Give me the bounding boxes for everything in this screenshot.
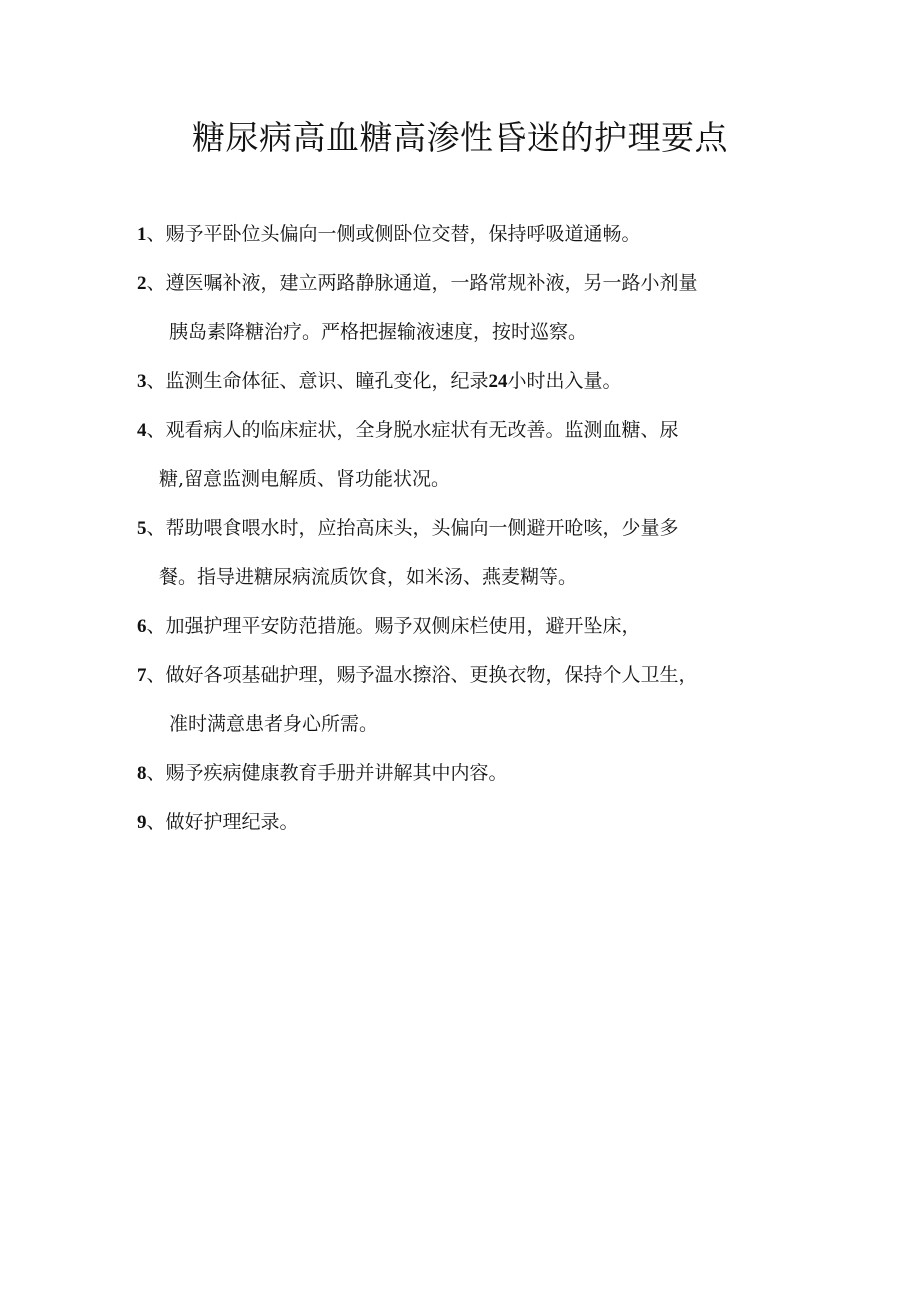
item-separator: 、: [146, 615, 166, 637]
document-title: 糖尿病高血糖高渗性昏迷的护理要点: [192, 118, 728, 157]
item-text: 赐予疾病健康教育手册并讲解其中内容。: [165, 762, 508, 784]
item-text: 遵医嘱补液，建立两路静脉通道，一路常规补液，另一路小剂量: [165, 272, 698, 294]
item-text-continued: 糖,留意监测电解质、肾功能状况。: [159, 468, 451, 490]
list-item-5: [137, 504, 797, 602]
item-separator: 、: [146, 419, 166, 441]
item-number: 8: [137, 763, 147, 784]
item-number: 9: [137, 812, 147, 833]
list-item-9: [137, 798, 797, 847]
item-text-number: 24: [488, 371, 508, 392]
item-text: 帮助喂食喂水时，应抬高床头，头偏向一侧避开呛咳，少量多: [165, 517, 679, 539]
item-separator: 、: [146, 223, 166, 245]
item-text: 加强护理平安防范措施。赐予双侧床栏使用，避开坠床，: [165, 615, 641, 637]
item-number: 7: [137, 665, 147, 686]
list-item-4: [137, 406, 797, 504]
item-text: 观看病人的临床症状，全身脱水症状有无改善。监测血糖、尿: [165, 419, 679, 441]
item-text-continued: 胰岛素降糖治疗。严格把握输液速度，按时巡察。: [169, 321, 588, 343]
item-text: 做好各项基础护理，赐予温水擦浴、更换衣物，保持个人卫生，: [165, 664, 698, 686]
item-number: 4: [137, 420, 147, 441]
list-item-8: [137, 749, 797, 798]
item-text: 小时出入量。: [507, 370, 622, 392]
item-number: 1: [137, 224, 147, 245]
item-separator: 、: [146, 517, 166, 539]
item-separator: 、: [146, 811, 166, 833]
list-item-6: [137, 602, 797, 651]
list-item-7: [137, 651, 797, 749]
item-text: 赐予平卧位头偏向一侧或侧卧位交替，保持呼吸道通畅。: [165, 223, 641, 245]
item-text: 做好护理纪录。: [165, 811, 299, 833]
item-number: 6: [137, 616, 147, 637]
item-text-continued: 准时满意患者身心所需。: [169, 713, 379, 735]
item-separator: 、: [146, 272, 166, 294]
item-text: 监测生命体征、意识、瞳孔变化，纪录: [165, 370, 489, 392]
list-item-2: [137, 259, 797, 357]
item-number: 3: [137, 371, 147, 392]
item-separator: 、: [146, 370, 166, 392]
list-item-3: [137, 357, 797, 406]
list-item-1: [137, 210, 797, 259]
item-number: 2: [137, 273, 147, 294]
item-text-continued: 餐。指导进糖尿病流质饮食，如米汤、燕麦糊等。: [159, 566, 578, 588]
item-number: 5: [137, 518, 147, 539]
item-separator: 、: [146, 664, 166, 686]
nursing-points-list: [137, 210, 797, 847]
item-separator: 、: [146, 762, 166, 784]
